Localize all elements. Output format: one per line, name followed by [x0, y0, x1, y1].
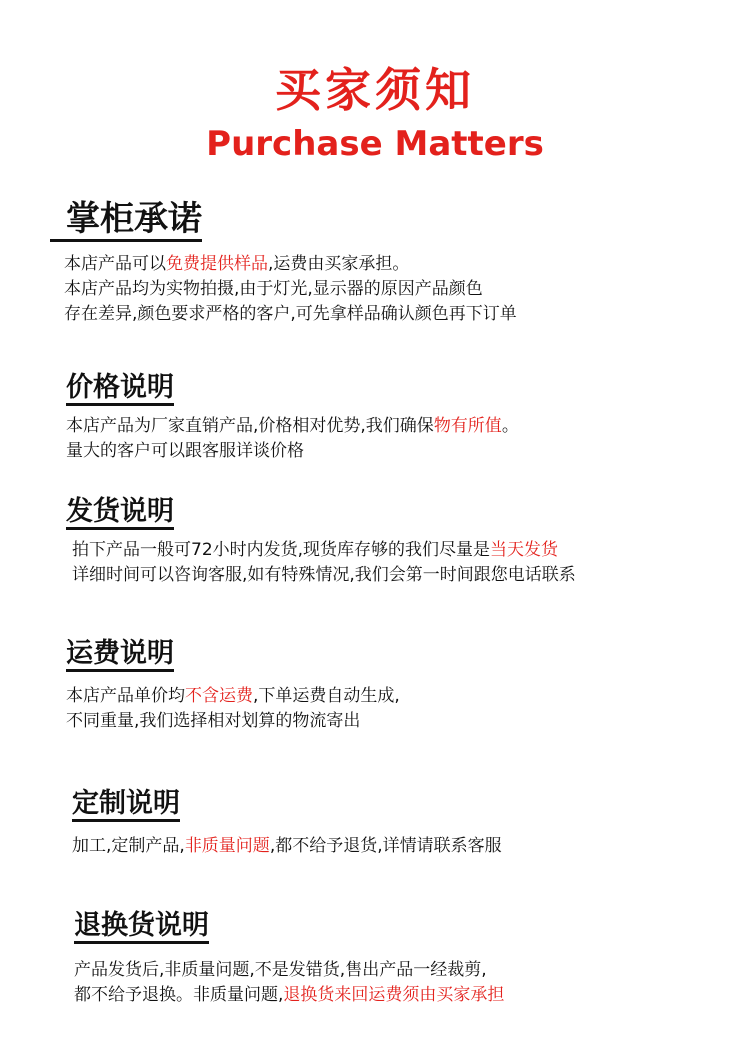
- highlight-text: 退换货来回运费须由买家承担: [283, 985, 505, 1006]
- body-text: 详细时间可以咨询客服,如有特殊情况,我们会第一时间跟您电话联系: [72, 565, 576, 586]
- section-freight: [66, 638, 400, 734]
- section-body: [66, 414, 519, 464]
- section-body: [50, 252, 517, 327]
- text-line: [66, 684, 400, 709]
- section-return: [74, 910, 504, 1008]
- page-title: 买家须知: [275, 63, 475, 117]
- body-text: 加工,定制产品,: [72, 836, 185, 857]
- highlight-text: 免费提供样品: [166, 254, 268, 275]
- body-text: 存在差异,颜色要求严格的客户,可先拿样品确认颜色再下订单: [64, 304, 517, 325]
- body-text: ,下单运费自动生成,: [253, 686, 400, 707]
- text-line: [74, 983, 504, 1008]
- section-heading: 价格说明: [66, 372, 174, 406]
- text-line: [66, 709, 400, 734]
- body-text: 本店产品为厂家直销产品,价格相对优势,我们确保: [66, 416, 434, 437]
- body-text: 本店产品可以: [64, 254, 166, 275]
- text-line: [64, 302, 517, 327]
- section-shipping: [66, 496, 576, 588]
- text-line: [72, 834, 502, 859]
- section-heading: 定制说明: [72, 788, 180, 822]
- body-text: 本店产品单价均: [66, 686, 185, 707]
- section-promise: [50, 200, 517, 327]
- section-custom: [72, 788, 502, 859]
- section-body: [74, 958, 504, 1008]
- page-subtitle: Purchase Matters: [206, 124, 544, 164]
- body-text: 都不给予退换。非质量问题,: [74, 985, 284, 1006]
- text-line: [64, 277, 517, 302]
- highlight-text: 物有所值: [433, 416, 502, 437]
- body-text: 拍下产品一般可72小时内发货,现货库存够的我们尽量是: [72, 540, 491, 561]
- text-line: [66, 439, 519, 464]
- section-heading: 发货说明: [66, 496, 174, 530]
- body-text: ,都不给予退货,详情请联系客服: [269, 836, 502, 857]
- body-text: 本店产品均为实物拍摄,由于灯光,显示器的原因产品颜色: [64, 279, 483, 300]
- body-text: 。: [501, 416, 519, 437]
- section-heading: 退换货说明: [74, 910, 209, 944]
- highlight-text: 当天发货: [490, 540, 559, 561]
- section-price: [66, 372, 519, 464]
- section-heading: 运费说明: [66, 638, 174, 672]
- body-text: 量大的客户可以跟客服详谈价格: [66, 441, 304, 462]
- section-body: [66, 684, 400, 734]
- text-line: [64, 252, 517, 277]
- section-heading: 掌柜承诺: [50, 200, 202, 242]
- body-text: ,运费由买家承担。: [268, 254, 410, 275]
- text-line: [72, 563, 576, 588]
- section-body: [66, 538, 576, 588]
- highlight-text: 非质量问题: [184, 836, 270, 857]
- text-line: [66, 414, 519, 439]
- text-line: [72, 538, 576, 563]
- highlight-text: 不含运费: [185, 686, 253, 707]
- body-text: 不同重量,我们选择相对划算的物流寄出: [66, 711, 361, 732]
- text-line: [74, 958, 504, 983]
- section-body: [72, 834, 502, 859]
- body-text: 产品发货后,非质量问题,不是发错货,售出产品一经裁剪,: [74, 960, 487, 981]
